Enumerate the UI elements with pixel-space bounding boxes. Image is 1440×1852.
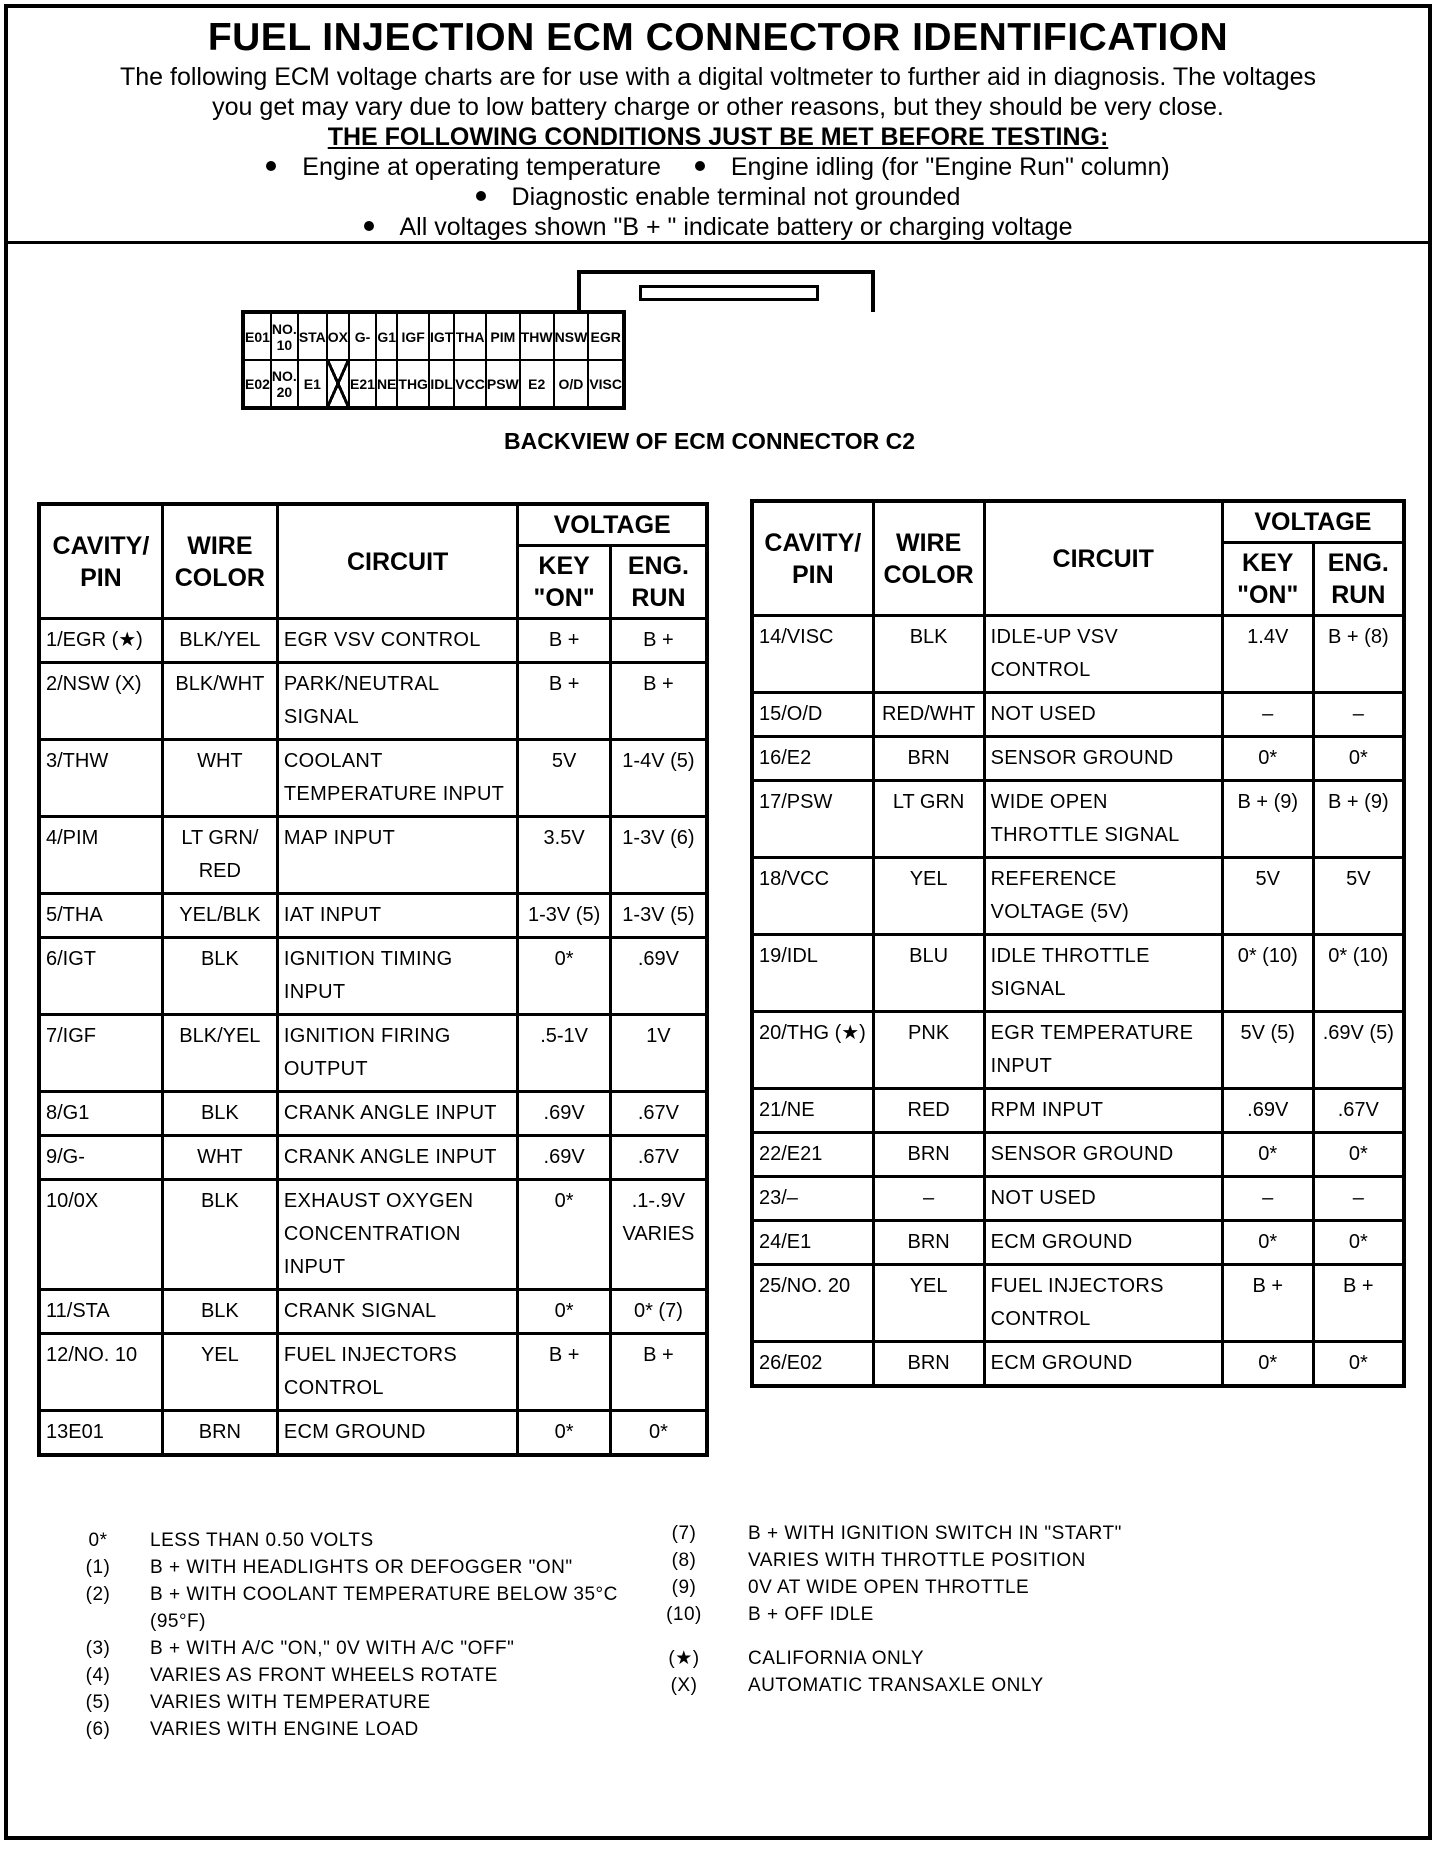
intro-line-1: The following ECM voltage charts are for use with a digital voltmeter to further aid in diagnosis. The voltages [120,63,1316,91]
eng-run-voltage-cell: .67V [1313,1089,1404,1133]
footnote-text: B + OFF IDLE [748,1604,874,1625]
wire-color-cell: LT GRN/ RED [162,817,277,894]
cavity-pin-cell: 2/NSW (X) [39,663,162,740]
cavity-pin-cell: 18/VCC [752,858,873,935]
footnote-text: CALIFORNIA ONLY [748,1648,925,1669]
circuit-cell: SENSOR GROUND [984,737,1222,781]
circuit-cell: FUEL INJECTORS CONTROL [277,1334,517,1411]
footnote-text: VARIES AS FRONT WHEELS ROTATE [150,1665,498,1686]
header-cavity-pin: CAVITY/ PIN [752,501,873,616]
circuit-cell: IGNITION TIMING INPUT [277,938,517,1015]
eng-run-voltage-cell: B + [1313,1265,1404,1342]
conditions-line-3 [8,212,1428,242]
footnote [68,1581,628,1635]
footnote-key: (8) [671,1550,697,1571]
eng-run-voltage-cell: 1-4V (5) [610,740,707,817]
eng-run-voltage-cell: .69V [610,938,707,1015]
key-on-voltage-cell: 3.5V [518,817,610,894]
circuit-cell: CRANK ANGLE INPUT [277,1092,517,1136]
cavity-pin-cell: 17/PSW [752,781,873,858]
wire-color-cell: BLK/YEL [162,619,277,663]
key-on-voltage-cell: – [1222,693,1313,737]
connector-pin: VCC [454,360,486,408]
connector-pin: EGR [588,312,624,360]
circuit-cell: REFERENCE VOLTAGE (5V) [984,858,1222,935]
footnote-key: (1) [85,1557,111,1578]
key-on-voltage-cell: 1.4V [1222,616,1313,693]
key-on-voltage-cell: B + [518,1334,610,1411]
key-on-voltage-cell: .69V [518,1136,610,1180]
cavity-pin-cell: 15/O/D [752,693,873,737]
table-row [39,1015,707,1092]
footnote [648,1645,1128,1672]
key-on-voltage-cell: 0* [1222,1221,1313,1265]
footnote-key: (10) [666,1604,702,1625]
intro-text [22,62,1414,122]
key-on-voltage-cell: B + [1222,1265,1313,1342]
circuit-cell: IDLE-UP VSV CONTROL [984,616,1222,693]
wire-color-cell: BLK/WHT [162,663,277,740]
footnote-text: B + WITH IGNITION SWITCH IN "START" [748,1523,1122,1544]
condition-item: Diagnostic enable terminal not grounded [511,183,961,211]
eng-run-voltage-cell: B + [610,619,707,663]
table-row [752,737,1404,781]
connector-pin: THW [520,312,554,360]
table-row [752,1265,1404,1342]
footnote-text: AUTOMATIC TRANSAXLE ONLY [748,1675,1044,1696]
conditions-heading: THE FOLLOWING CONDITIONS JUST BE MET BEFORE TESTING: [327,123,1109,151]
table-row [39,1411,707,1456]
connector-pin: THA [454,312,486,360]
eng-run-voltage-cell: B + (9) [1313,781,1404,858]
wire-color-cell: BLK [873,616,984,693]
footnote [648,1672,1128,1699]
connector-pin: E02 [243,360,271,408]
footnote-text: B + WITH COOLANT TEMPERATURE BELOW 35°C (95°F) [150,1584,618,1632]
key-on-voltage-cell: 0* [1222,737,1313,781]
circuit-cell: RPM INPUT [984,1089,1222,1133]
table-row [39,894,707,938]
eng-run-voltage-cell: 5V [1313,858,1404,935]
footnote [648,1601,1128,1628]
connector-pin: NE [376,360,397,408]
table-row [752,1089,1404,1133]
cavity-pin-cell: 8/G1 [39,1092,162,1136]
cavity-pin-cell: 13E01 [39,1411,162,1456]
wire-color-cell: BRN [873,1342,984,1387]
footnote [68,1635,628,1662]
footnote-key: (5) [85,1692,111,1713]
circuit-cell: MAP INPUT [277,817,517,894]
wire-color-cell: BRN [162,1411,277,1456]
eng-run-voltage-cell: 0* [1313,1133,1404,1177]
eng-run-voltage-cell: 0* [610,1411,707,1456]
footnote-text: B + WITH HEADLIGHTS OR DEFOGGER "ON" [150,1557,573,1578]
cavity-pin-cell: 23/– [752,1177,873,1221]
connector-latch-slot [639,285,819,301]
header-voltage: VOLTAGE [518,504,707,546]
header-eng-run: ENG. RUN [1313,543,1404,616]
table-row [752,1012,1404,1089]
footnote [68,1662,628,1689]
circuit-cell: FUEL INJECTORS CONTROL [984,1265,1222,1342]
footnote-key: (★) [668,1648,700,1669]
footnote-key: (6) [85,1719,111,1740]
bullet-icon [266,161,276,171]
table-row [39,740,707,817]
table-row [39,1092,707,1136]
table-row [39,938,707,1015]
wire-color-cell: YEL/BLK [162,894,277,938]
connector-pin: STA [298,312,327,360]
footnote-text: VARIES WITH ENGINE LOAD [150,1719,419,1740]
eng-run-voltage-cell: 0* [1313,1221,1404,1265]
connector-pin: NO. 20 [271,360,298,408]
eng-run-voltage-cell: B + (8) [1313,616,1404,693]
eng-run-voltage-cell: 0* [1313,737,1404,781]
table-row [752,616,1404,693]
eng-run-voltage-cell: .69V (5) [1313,1012,1404,1089]
wire-color-cell: YEL [873,1265,984,1342]
key-on-voltage-cell: .69V [518,1092,610,1136]
wire-color-cell: LT GRN [873,781,984,858]
key-on-voltage-cell: 0* [518,938,610,1015]
cavity-pin-cell: 14/VISC [752,616,873,693]
key-on-voltage-cell: 0* [1222,1133,1313,1177]
footnote-text: VARIES WITH THROTTLE POSITION [748,1550,1086,1571]
eng-run-voltage-cell: .67V [610,1092,707,1136]
key-on-voltage-cell: .69V [1222,1089,1313,1133]
footnote-text: 0V AT WIDE OPEN THROTTLE [748,1577,1030,1598]
key-on-voltage-cell: 0* (10) [1222,935,1313,1012]
wire-color-cell: WHT [162,1136,277,1180]
footnote-text: B + WITH A/C "ON," 0V WITH A/C "OFF" [150,1638,515,1659]
circuit-cell: SENSOR GROUND [984,1133,1222,1177]
header-wire-color: WIRE COLOR [873,501,984,616]
cavity-pin-cell: 4/PIM [39,817,162,894]
circuit-cell: EGR VSV CONTROL [277,619,517,663]
circuit-cell: ECM GROUND [984,1342,1222,1387]
bullet-icon [364,221,374,231]
wire-color-cell: RED [873,1089,984,1133]
key-on-voltage-cell: 1-3V (5) [518,894,610,938]
voltage-table-left [37,502,709,1457]
connector-pin: NSW [554,312,589,360]
header-cavity-pin: CAVITY/ PIN [39,504,162,619]
footnote [68,1554,628,1581]
document-page [4,4,1432,1840]
connector-pin: OX [327,312,349,360]
table-row [39,1136,707,1180]
eng-run-voltage-cell: 0* [1313,1342,1404,1387]
eng-run-voltage-cell: 1-3V (5) [610,894,707,938]
cavity-pin-cell: 25/NO. 20 [752,1265,873,1342]
table-row [752,935,1404,1012]
cavity-pin-cell: 6/IGT [39,938,162,1015]
cavity-pin-cell: 19/IDL [752,935,873,1012]
footnote [648,1547,1128,1574]
wire-color-cell: BLK [162,1092,277,1136]
notes-right [648,1520,1128,1699]
wire-color-cell: YEL [162,1334,277,1411]
footnote-key: (2) [85,1584,111,1605]
key-on-voltage-cell: – [1222,1177,1313,1221]
table-row [752,1133,1404,1177]
connector-pin: VISC [588,360,624,408]
cavity-pin-cell: 11/STA [39,1290,162,1334]
condition-item: All voltages shown "B + " indicate battery or charging voltage [399,213,1073,241]
header-wire-color: WIRE COLOR [162,504,277,619]
condition-item: Engine at operating temperature [302,153,661,181]
cavity-pin-cell: 5/THA [39,894,162,938]
table-row [39,1334,707,1411]
table-row [39,1180,707,1290]
connector-pin: NO. 10 [271,312,298,360]
key-on-voltage-cell: .5-1V [518,1015,610,1092]
key-on-voltage-cell: B + [518,663,610,740]
connector-pin: G1 [376,312,397,360]
cavity-pin-cell: 7/IGF [39,1015,162,1092]
connector-pin: G- [349,312,376,360]
cavity-pin-cell: 21/NE [752,1089,873,1133]
key-on-voltage-cell: 5V [1222,858,1313,935]
cavity-pin-cell: 9/G- [39,1136,162,1180]
connector-pin: E01 [243,312,271,360]
connector-pin: IDL [429,360,454,408]
circuit-cell: NOT USED [984,1177,1222,1221]
table-row [39,817,707,894]
wire-color-cell: – [873,1177,984,1221]
footnote-key: (X) [670,1675,698,1696]
key-on-voltage-cell: 0* [1222,1342,1313,1387]
footnote-text: VARIES WITH TEMPERATURE [150,1692,431,1713]
key-on-voltage-cell: 5V (5) [1222,1012,1313,1089]
footnote [68,1716,628,1743]
wire-color-cell: BLK [162,1180,277,1290]
empty-cavity [327,360,349,408]
header-key-on: KEY "ON" [1222,543,1313,616]
cavity-pin-cell: 24/E1 [752,1221,873,1265]
table-row [752,1342,1404,1387]
connector-caption: BACKVIEW OF ECM CONNECTOR C2 [504,428,916,454]
key-on-voltage-cell: 0* [518,1290,610,1334]
connector-pin: PIM [486,312,520,360]
circuit-cell: IAT INPUT [277,894,517,938]
cavity-pin-cell: 20/THG (★) [752,1012,873,1089]
table-row [752,693,1404,737]
footnote-key: 0* [88,1530,108,1551]
connector-bottom-row [243,360,624,408]
connector-pin: IGT [429,312,454,360]
condition-item: Engine idling (for "Engine Run" column) [730,153,1170,181]
table-row [752,1221,1404,1265]
table-row [752,781,1404,858]
key-on-voltage-cell: 5V [518,740,610,817]
table-row [39,619,707,663]
wire-color-cell: WHT [162,740,277,817]
table-row [39,1290,707,1334]
eng-run-voltage-cell: .67V [610,1136,707,1180]
circuit-cell: ECM GROUND [277,1411,517,1456]
circuit-cell: PARK/NEUTRAL SIGNAL [277,663,517,740]
footnote-key: (3) [85,1638,111,1659]
footnote [68,1689,628,1716]
connector-top-row [243,312,624,360]
cavity-pin-cell: 10/0X [39,1180,162,1290]
header-box [8,8,1428,244]
wire-color-cell: BLK [162,938,277,1015]
bullet-icon [476,191,486,201]
footnote-text: LESS THAN 0.50 VOLTS [150,1530,374,1551]
key-on-voltage-cell: 0* [518,1180,610,1290]
connector-pin: PSW [486,360,520,408]
wire-color-cell: YEL [873,858,984,935]
table-row [752,1177,1404,1221]
footnote [648,1574,1128,1601]
wire-color-cell: BLK/YEL [162,1015,277,1092]
header-eng-run: ENG. RUN [610,546,707,619]
notes-left [68,1527,628,1743]
key-on-voltage-cell: B + (9) [1222,781,1313,858]
footnote-key: (7) [671,1523,697,1544]
wire-color-cell: BLU [873,935,984,1012]
circuit-cell: IGNITION FIRING OUTPUT [277,1015,517,1092]
wire-color-cell: PNK [873,1012,984,1089]
conditions-line-1 [8,152,1428,182]
cavity-pin-cell: 12/NO. 10 [39,1334,162,1411]
circuit-cell: NOT USED [984,693,1222,737]
circuit-cell: ECM GROUND [984,1221,1222,1265]
wire-color-cell: BRN [873,1133,984,1177]
conditions-line-2 [8,182,1428,212]
circuit-cell: CRANK ANGLE INPUT [277,1136,517,1180]
connector-pin-grid [241,310,626,410]
header-circuit: CIRCUIT [277,504,517,619]
eng-run-voltage-cell: 0* (10) [1313,935,1404,1012]
circuit-cell: COOLANT TEMPERATURE INPUT [277,740,517,817]
header-voltage: VOLTAGE [1222,501,1404,543]
footnote-key: (9) [671,1577,697,1598]
connector-pin: E2 [520,360,554,408]
circuit-cell: WIDE OPEN THROTTLE SIGNAL [984,781,1222,858]
cavity-pin-cell: 22/E21 [752,1133,873,1177]
header-circuit: CIRCUIT [984,501,1222,616]
eng-run-voltage-cell: B + [610,663,707,740]
key-on-voltage-cell: B + [518,619,610,663]
footnote [68,1527,628,1554]
connector-pin: THG [397,360,429,408]
wire-color-cell: BRN [873,1221,984,1265]
cavity-pin-cell: 1/EGR (★) [39,619,162,663]
wire-color-cell: RED/WHT [873,693,984,737]
cavity-pin-cell: 16/E2 [752,737,873,781]
circuit-cell: EXHAUST OXYGEN CONCENTRATION INPUT [277,1180,517,1290]
intro-line-2: you get may vary due to low battery charge or other reasons, but they should be very close. [212,93,1224,121]
eng-run-voltage-cell: 0* (7) [610,1290,707,1334]
circuit-cell: CRANK SIGNAL [277,1290,517,1334]
wire-color-cell: BLK [162,1290,277,1334]
header-key-on: KEY "ON" [518,546,610,619]
bullet-icon [695,161,705,171]
footnote [648,1520,1128,1547]
connector-pin: E1 [298,360,327,408]
table-row [39,663,707,740]
cavity-pin-cell: 3/THW [39,740,162,817]
eng-run-voltage-cell: .1-.9V VARIES [610,1180,707,1290]
table-row [752,858,1404,935]
eng-run-voltage-cell: – [1313,693,1404,737]
eng-run-voltage-cell: 1-3V (6) [610,817,707,894]
connector-pin: E21 [349,360,376,408]
footnote-key: (4) [85,1665,111,1686]
key-on-voltage-cell: 0* [518,1411,610,1456]
cavity-pin-cell: 26/E02 [752,1342,873,1387]
wire-color-cell: BRN [873,737,984,781]
eng-run-voltage-cell: – [1313,1177,1404,1221]
eng-run-voltage-cell: 1V [610,1015,707,1092]
connector-pin: IGF [397,312,429,360]
voltage-table-right [750,499,1406,1388]
circuit-cell: IDLE THROTTLE SIGNAL [984,935,1222,1012]
page-title: FUEL INJECTION ECM CONNECTOR IDENTIFICATION [207,16,1229,59]
connector-pin: O/D [554,360,589,408]
circuit-cell: EGR TEMPERATURE INPUT [984,1012,1222,1089]
connector-latch [577,270,875,312]
eng-run-voltage-cell: B + [610,1334,707,1411]
